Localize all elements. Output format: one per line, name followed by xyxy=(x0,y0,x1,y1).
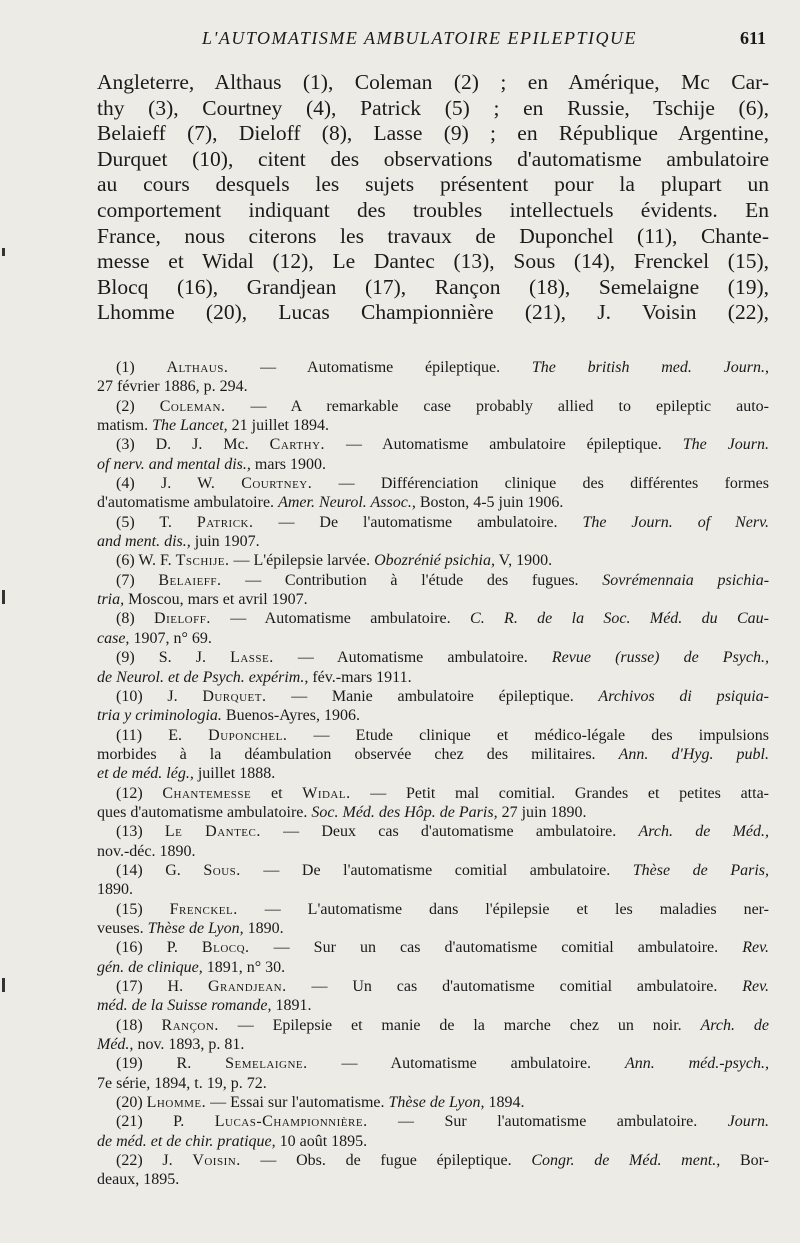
publication-title: and ment. dis., xyxy=(97,533,191,551)
publication-title: tria y criminologia. xyxy=(97,707,222,725)
footnote-text: (8) xyxy=(116,610,155,628)
page-header xyxy=(96,28,766,52)
footnote-text: (7) xyxy=(116,571,159,589)
footnote-line xyxy=(97,1054,769,1073)
footnote-text: matism. xyxy=(97,417,153,435)
author-name: Lhomme. xyxy=(146,1094,207,1112)
footnote-text: d'automatisme ambulatoire. xyxy=(97,494,279,512)
publication-title: Amer. Neurol. Assoc., xyxy=(278,494,416,512)
footnote-text: — Petit mal comitial. Grandes et petites atta- xyxy=(350,784,770,802)
author-name: Duponchel. xyxy=(208,726,288,744)
body-line: comportement indiquant des troubles intellectuels évidents. En xyxy=(97,197,769,222)
footnote-text: — Un cas d'automatisme comitial ambulatoire. xyxy=(286,978,743,995)
footnote-line xyxy=(97,397,769,416)
footnote-line xyxy=(97,900,769,919)
footnote xyxy=(97,397,769,436)
footnote-text: — Manie ambulatoire épileptique. xyxy=(266,687,599,705)
body-line: au cours desquels les sujets présentent pour la plupart un xyxy=(97,172,769,197)
footnote-text: — Essai sur l'automatisme. xyxy=(206,1094,389,1112)
author-name: Chantemesse xyxy=(162,784,252,802)
footnote-text: — Etude clinique et médico-légale des impulsions xyxy=(287,726,769,744)
footnote-line xyxy=(97,668,769,687)
publication-title: The british med. Journ. xyxy=(531,359,765,376)
publication-title: of nerv. and mental dis., xyxy=(97,455,251,473)
author-name: Tschije. xyxy=(175,552,230,570)
footnote xyxy=(97,609,769,648)
author-name: Courtney. xyxy=(241,475,313,493)
footnote-text: (3) D. J. Mc. xyxy=(116,436,270,454)
footnote xyxy=(97,822,769,861)
footnote-text: Buenos-Ayres, 1906. xyxy=(221,707,360,725)
footnote-line xyxy=(97,474,769,493)
author-name: Grandjean. xyxy=(207,978,287,995)
footnote-text: — Sur un cas d'automatisme comitial ambulatoire. xyxy=(249,939,743,957)
footnote-text: (16) P. xyxy=(116,939,202,957)
author-name: Dieloff. xyxy=(154,610,211,628)
footnote-line xyxy=(97,803,769,822)
publication-title: méd. de la Suisse romande, xyxy=(97,997,272,1015)
footnote-text: (6) W. F. xyxy=(116,552,176,570)
footnote-text: 1890. xyxy=(97,881,133,899)
publication-title: de méd. et de chir. pratique, xyxy=(97,1132,276,1150)
footnote xyxy=(97,648,769,687)
publication-title: Arch. de Méd., xyxy=(638,823,770,841)
footnote xyxy=(97,687,769,726)
footnote-line xyxy=(97,822,769,841)
footnote-text: (19) R. xyxy=(116,1055,226,1073)
footnote-text: — Automatisme ambulatoire. xyxy=(210,610,471,628)
publication-title: Revue (russe) de Psych., xyxy=(551,649,770,667)
body-line: Blocq (16), Grandjean (17), Rançon (18), Semelaigne (19), xyxy=(97,274,769,299)
author-name: Carthy. xyxy=(269,436,326,454)
author-name: Rançon. xyxy=(161,1016,219,1034)
author-name: Le Dantec. xyxy=(164,823,261,841)
footnote-line xyxy=(97,919,769,938)
body-line: messe et Widal (12), Le Dantec (13), Sous (14), Frenckel (15), xyxy=(97,249,769,274)
footnote-line xyxy=(97,532,769,551)
footnote-text: nov.-déc. 1890. xyxy=(97,842,196,860)
footnote-text: 27 février 1886, p. 294. xyxy=(97,378,248,396)
author-name: Widal. xyxy=(302,784,351,802)
footnote-line xyxy=(97,958,769,977)
footnote-line xyxy=(97,861,769,880)
footnote-text: (18) xyxy=(116,1016,162,1034)
footnote xyxy=(97,977,769,1016)
footnote xyxy=(97,435,769,474)
author-name: Belaieff. xyxy=(158,571,222,589)
footnote-text: — A remarkable case probably allied to epileptic auto- xyxy=(225,397,770,415)
footnote-text: — Deux cas d'automatisme ambulatoire. xyxy=(260,823,639,841)
footnote-text: (2) xyxy=(116,397,160,415)
publication-title: Thèse de Lyon, xyxy=(147,919,244,937)
footnote-text: (11) E. xyxy=(116,726,209,744)
footnote xyxy=(97,1093,769,1112)
footnote-line xyxy=(97,1016,769,1035)
footnote-text: Boston, 4-5 juin 1906. xyxy=(415,494,564,512)
publication-title: Archivos di psiquia- xyxy=(598,687,770,705)
publication-title: Soc. Méd. des Hôp. de Paris, xyxy=(311,803,498,821)
footnote-text: (17) H. xyxy=(116,978,208,995)
publication-title: The Journ. xyxy=(682,436,770,454)
footnote-line xyxy=(97,687,769,706)
footnote xyxy=(97,474,769,513)
publication-title: Ann. d'Hyg. publ. xyxy=(618,745,770,763)
footnote xyxy=(97,784,769,823)
footnote-line xyxy=(97,996,769,1015)
footnote-text: — De l'automatisme ambulatoire. xyxy=(253,513,583,531)
footnote-text: veuses. xyxy=(97,919,148,937)
footnote-line xyxy=(97,1151,769,1170)
margin-mark xyxy=(2,248,5,256)
footnote-text: — De l'automatisme comitial ambulatoire. xyxy=(240,861,633,879)
footnote-text: , xyxy=(765,359,769,376)
footnote-line xyxy=(97,764,769,783)
publication-title: Rev. xyxy=(742,978,769,995)
body-line: thy (3), Courtney (4), Patrick (5) ; en Russie, Tschije (6), xyxy=(97,95,769,120)
footnote-text: juin 1907. xyxy=(190,533,260,551)
footnote-text: — Contribution à l'étude des fugues. xyxy=(221,571,603,589)
publication-title: Ann. méd.-psych., xyxy=(624,1055,770,1073)
footnote-text: mars 1900. xyxy=(250,455,327,473)
publication-title: case, xyxy=(97,629,130,647)
footnote-text: — Sur l'automatisme ambulatoire. xyxy=(367,1113,728,1131)
author-name: Sous. xyxy=(203,861,241,879)
footnote-text: 27 juin 1890. xyxy=(497,803,587,821)
body-line: Durquet (10), citent des observations d'automatisme ambulatoire xyxy=(97,146,769,171)
author-name: Lasse. xyxy=(230,649,274,667)
footnote-text: deaux, 1895. xyxy=(97,1171,180,1189)
footnote-text: morbides à la déambulation observée chez des militaires. xyxy=(97,745,619,763)
footnote xyxy=(97,513,769,552)
publication-title: Méd., xyxy=(97,1036,134,1054)
publication-title: C. R. de la Soc. Méd. du Cau- xyxy=(470,610,769,628)
footnote-text: 10 août 1895. xyxy=(275,1132,368,1150)
footnote-line xyxy=(97,551,769,570)
footnote xyxy=(97,571,769,610)
footnote-text: nov. 1893, p. 81. xyxy=(133,1036,245,1054)
footnote-text: (20) xyxy=(116,1094,147,1112)
footnote xyxy=(97,861,769,900)
footnote-text: — L'épilepsie larvée. xyxy=(229,552,375,570)
publication-title: Thèse de Lyon, xyxy=(388,1094,485,1112)
footnote-line xyxy=(97,938,769,957)
author-name: Lucas-Championnière. xyxy=(214,1113,368,1131)
footnote-text: (12) xyxy=(116,784,163,802)
publication-title: Congr. de Méd. ment., xyxy=(531,1152,721,1170)
footnote-line xyxy=(97,455,769,474)
footnote-line xyxy=(97,1074,769,1093)
footnote-line xyxy=(97,513,769,532)
footnote-text: et xyxy=(251,784,303,802)
footnote-line xyxy=(97,745,769,764)
footnote-line xyxy=(97,1035,769,1054)
footnote-text: (21) P. xyxy=(116,1113,215,1131)
footnote-line xyxy=(97,358,769,377)
footnote xyxy=(97,1016,769,1055)
footnote-line xyxy=(97,590,769,609)
margin-mark xyxy=(2,978,5,992)
footnote-text: 21 juillet 1894. xyxy=(227,417,329,435)
footnote-line xyxy=(97,784,769,803)
footnote-text: — Automatisme ambulatoire. xyxy=(273,649,552,667)
author-name: Durquet. xyxy=(202,687,267,705)
footnote xyxy=(97,1151,769,1190)
footnote-text: (14) G. xyxy=(116,861,204,879)
publication-title: gén. de clinique, xyxy=(97,958,203,976)
author-name: Althaus. xyxy=(166,359,229,376)
publication-title: The Journ. of Nerv. xyxy=(582,513,770,531)
footnote-line xyxy=(97,977,769,996)
footnote-line xyxy=(97,571,769,590)
footnote-text: — Différenciation clinique des différentes formes xyxy=(312,475,769,493)
footnote-text: — Obs. de fugue épileptique. xyxy=(240,1152,532,1170)
footnote-text: (1) xyxy=(116,359,167,376)
publication-title: The Lancet, xyxy=(152,417,228,435)
footnote-line xyxy=(97,416,769,435)
footnote-text: V, 1900. xyxy=(494,552,553,570)
author-name: Patrick. xyxy=(196,513,254,531)
footnote-text: 1907, n° 69. xyxy=(129,629,212,647)
publication-title: Rev. xyxy=(742,939,770,957)
footnote-text: 1890. xyxy=(243,919,284,937)
footnote-line xyxy=(97,648,769,667)
footnote-text: Moscou, mars et avril 1907. xyxy=(124,591,308,609)
footnote xyxy=(97,358,769,397)
footnote-text: 1891. xyxy=(271,997,312,1015)
footnote-line xyxy=(97,1170,769,1189)
author-name: Frenckel. xyxy=(169,900,238,918)
footnote-line xyxy=(97,1112,769,1131)
body-line: France, nous citerons les travaux de Duponchel (11), Chante- xyxy=(97,223,769,248)
footnote-text: 1891, n° 30. xyxy=(202,958,286,976)
footnote-text: fév.-mars 1911. xyxy=(308,668,412,686)
footnote-text: — L'automatisme dans l'épilepsie et les maladies ner- xyxy=(237,900,770,918)
footnote xyxy=(97,900,769,939)
footnote-line xyxy=(97,1093,769,1112)
footnote-line xyxy=(97,1132,769,1151)
author-name: Coleman. xyxy=(159,397,226,415)
footnote-line xyxy=(97,706,769,725)
publication-title: tria, xyxy=(97,591,125,609)
footnote xyxy=(97,938,769,977)
footnote-text: juillet 1888. xyxy=(193,765,276,783)
footnote-text: — Automatisme ambulatoire épileptique. xyxy=(325,436,683,454)
footnote-text: 7e série, 1894, t. 19, p. 72. xyxy=(97,1074,267,1092)
running-title: L'AUTOMATISME AMBULATOIRE EPILEPTIQUE xyxy=(202,28,638,48)
footnote-line xyxy=(97,880,769,899)
footnote-text: — Epilepsie et manie de la marche chez un noir. xyxy=(218,1016,701,1034)
footnote-text: — Automatisme ambulatoire. xyxy=(307,1055,625,1073)
page-number: 611 xyxy=(739,28,766,48)
footnote-text: ques d'automatisme ambulatoire. xyxy=(97,803,312,821)
footnote xyxy=(97,1112,769,1151)
publication-title: de Neurol. et de Psych. expérim., xyxy=(97,668,309,686)
body-line: Belaieff (7), Dieloff (8), Lasse (9) ; en République Argentine, xyxy=(97,121,769,146)
footnote-text: (9) S. J. xyxy=(116,649,231,667)
footnote-text: (4) J. W. xyxy=(116,475,242,493)
body-line: Lhomme (20), Lucas Championnière (21), J. Voisin (22), xyxy=(97,300,769,325)
footnote-text: 1894. xyxy=(484,1094,525,1112)
footnote-line xyxy=(97,609,769,628)
body-paragraph xyxy=(97,70,769,326)
footnote-text: (22) J. xyxy=(116,1152,193,1170)
publication-title: Sovrémennaia psichia- xyxy=(602,571,770,589)
footnote-text: (15) xyxy=(116,900,170,918)
body-line: Angleterre, Althaus (1), Coleman (2) ; en Amérique, Mc Car- xyxy=(97,70,769,94)
footnote-line xyxy=(97,726,769,745)
footnote-line xyxy=(97,493,769,512)
publication-title: Arch. de xyxy=(700,1016,769,1034)
footnote-text: (5) T. xyxy=(116,513,197,531)
author-name: Voisin. xyxy=(192,1152,241,1170)
footnote-text: (10) J. xyxy=(116,687,203,705)
footnote-line xyxy=(97,435,769,454)
publication-title: et de méd. lég., xyxy=(97,765,194,783)
footnote xyxy=(97,551,769,570)
footnote-line xyxy=(97,629,769,648)
footnote-text: (13) xyxy=(116,823,165,841)
publication-title: Obozrénié psichia, xyxy=(374,552,495,570)
footnote-line xyxy=(97,377,769,396)
publication-title: Journ. xyxy=(727,1113,769,1131)
margin-mark xyxy=(2,590,5,604)
publication-title: Thèse de Paris, xyxy=(632,861,770,879)
footnote-line xyxy=(97,842,769,861)
footnote xyxy=(97,726,769,784)
footnotes xyxy=(97,358,769,1190)
footnote xyxy=(97,1054,769,1093)
footnote-text: Bor- xyxy=(720,1152,769,1170)
footnote-text: — Automatisme épileptique. xyxy=(228,359,532,376)
author-name: Semelaigne. xyxy=(225,1055,308,1073)
author-name: Blocq. xyxy=(201,939,250,957)
